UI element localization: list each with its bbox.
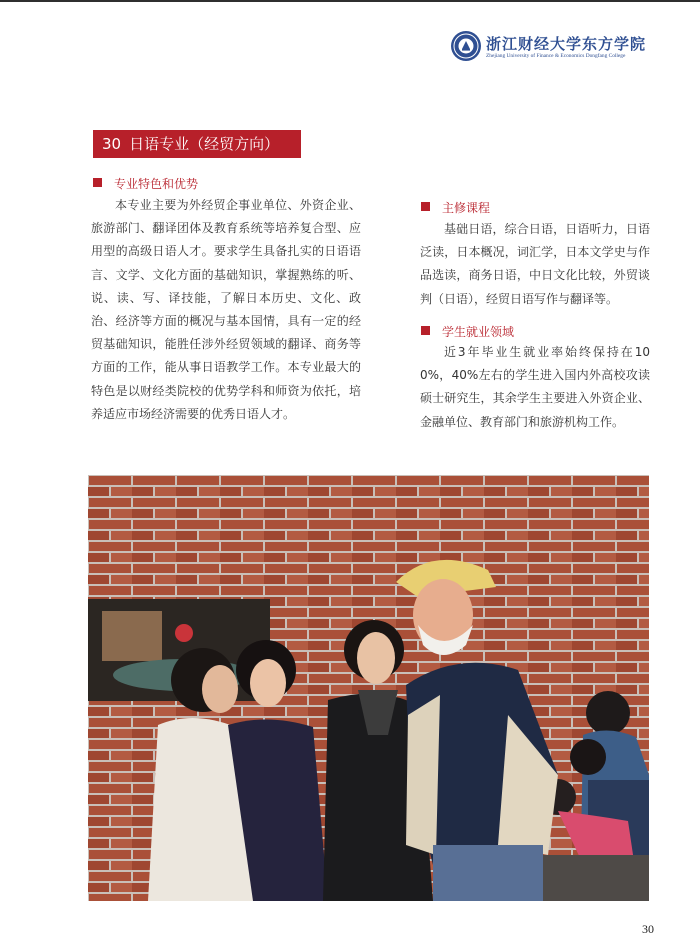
college-name-cn: 浙江财经大学东方学院 [486, 35, 647, 53]
section-marker-icon [421, 202, 430, 211]
photo-illustration [88, 475, 649, 901]
section-marker-icon [93, 178, 102, 187]
top-rule [0, 0, 700, 2]
college-name-en: Zhejiang University of Finance & Economics Dongfang College [486, 53, 626, 59]
college-emblem-icon [450, 30, 482, 62]
students-teacher-photo [88, 475, 649, 901]
employment-heading-label: 学生就业领域 [442, 325, 515, 339]
features-body: 本专业主要为外经贸企事业单位、外资企业、旅游部门、翻译团体及教育系统等培养复合型、应用型的高级日语人才。要求学生具备扎实的日语语言、文学、文化方面的基础知识，掌握熟练的听、说、读、写、译技能，了解日本历史、文化、政治、经济等方面的概况与基本国情，具有一定的经贸基础知识，能胜任涉外经贸领域的翻译、商务等方面的工作，能从事日语教学工作。本专业最大的特色是以财经类院校的优势学科和师资为依托，培养适应市场经济需要的优秀日语人才。 [91, 198, 361, 421]
courses-heading-label: 主修课程 [442, 201, 491, 215]
major-name: 日语专业（经贸方向） [129, 135, 280, 153]
courses-body: 基础日语，综合日语，日语听力，日语泛读，日本概况，词汇学，日本文学史与作品选读，商务日语，中日文化比较，外贸谈判（日语），经贸日语写作与翻译等。 [420, 222, 650, 306]
features-heading-label: 专业特色和优势 [114, 177, 199, 191]
major-number: 30 [102, 135, 122, 153]
employment-body: 近3年毕业生就业率始终保持在100%，40%左右的学生进入国内外高校攻读硕士研究生，其余学生主要进入外资企业、金融单位、教育部门和旅游机构工作。 [420, 345, 650, 429]
college-logo [450, 28, 650, 68]
section-marker-icon [421, 326, 430, 335]
page-number: 30 [642, 922, 654, 936]
major-title [93, 130, 301, 158]
